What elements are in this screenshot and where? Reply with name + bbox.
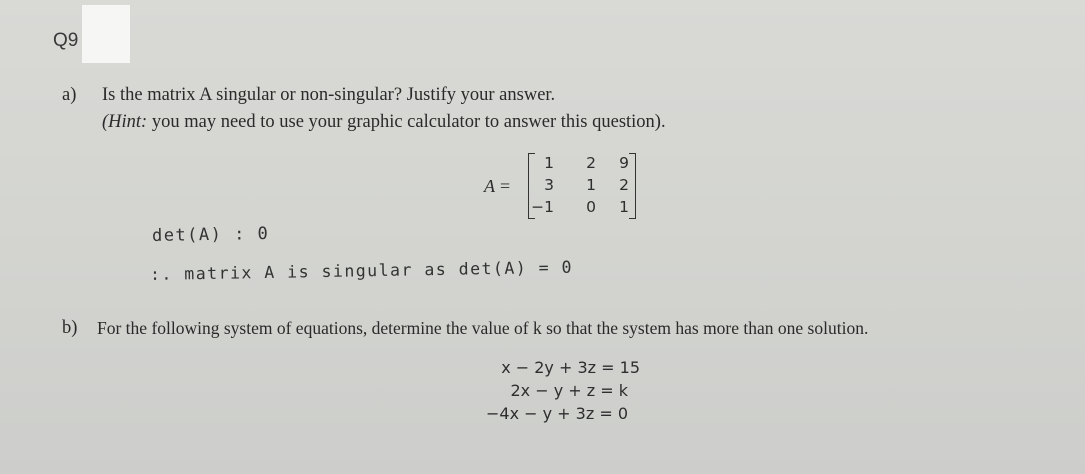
matrix-right-bracket <box>629 153 636 219</box>
handwritten-conclusion: :. matrix A is singular as det(A) = 0 <box>149 257 574 284</box>
matrix-cell: 9 <box>619 154 629 172</box>
question-number: Q9 <box>53 30 79 51</box>
matrix-cell: 2 <box>619 176 629 194</box>
matrix-cell: 0 <box>586 198 596 216</box>
matrix-cell: 1 <box>619 198 629 216</box>
matrix-equals: = <box>500 176 511 196</box>
matrix-cell: 2 <box>586 154 596 172</box>
part-a-label: a) <box>62 85 77 105</box>
equation-3: −4x − y + 3z = 0 <box>485 404 628 423</box>
equation-1: x − 2y + 3z = 15 <box>501 358 640 377</box>
part-b-question: For the following system of equations, determine the value of k so that the system has more than one solution. <box>97 318 869 338</box>
matrix-cell: −1 <box>531 198 554 216</box>
hint-text: you may need to use your graphic calculator to answer this question). <box>147 112 666 132</box>
matrix-cell: 1 <box>586 176 596 194</box>
part-a-hint <box>102 112 666 133</box>
white-label-patch <box>82 5 130 63</box>
handwritten-determinant: det(A) : 0 <box>151 223 270 246</box>
matrix-name: A <box>484 176 495 196</box>
part-b-label: b) <box>62 318 78 338</box>
part-a-question: Is the matrix A singular or non-singular? Justify your answer. <box>102 85 556 105</box>
equation-2: 2x − y + z = k <box>510 381 628 400</box>
matrix-cell: 1 <box>544 154 554 172</box>
matrix-a <box>528 151 636 219</box>
matrix-cell: 3 <box>544 176 554 194</box>
hint-prefix: (Hint: <box>102 112 148 132</box>
